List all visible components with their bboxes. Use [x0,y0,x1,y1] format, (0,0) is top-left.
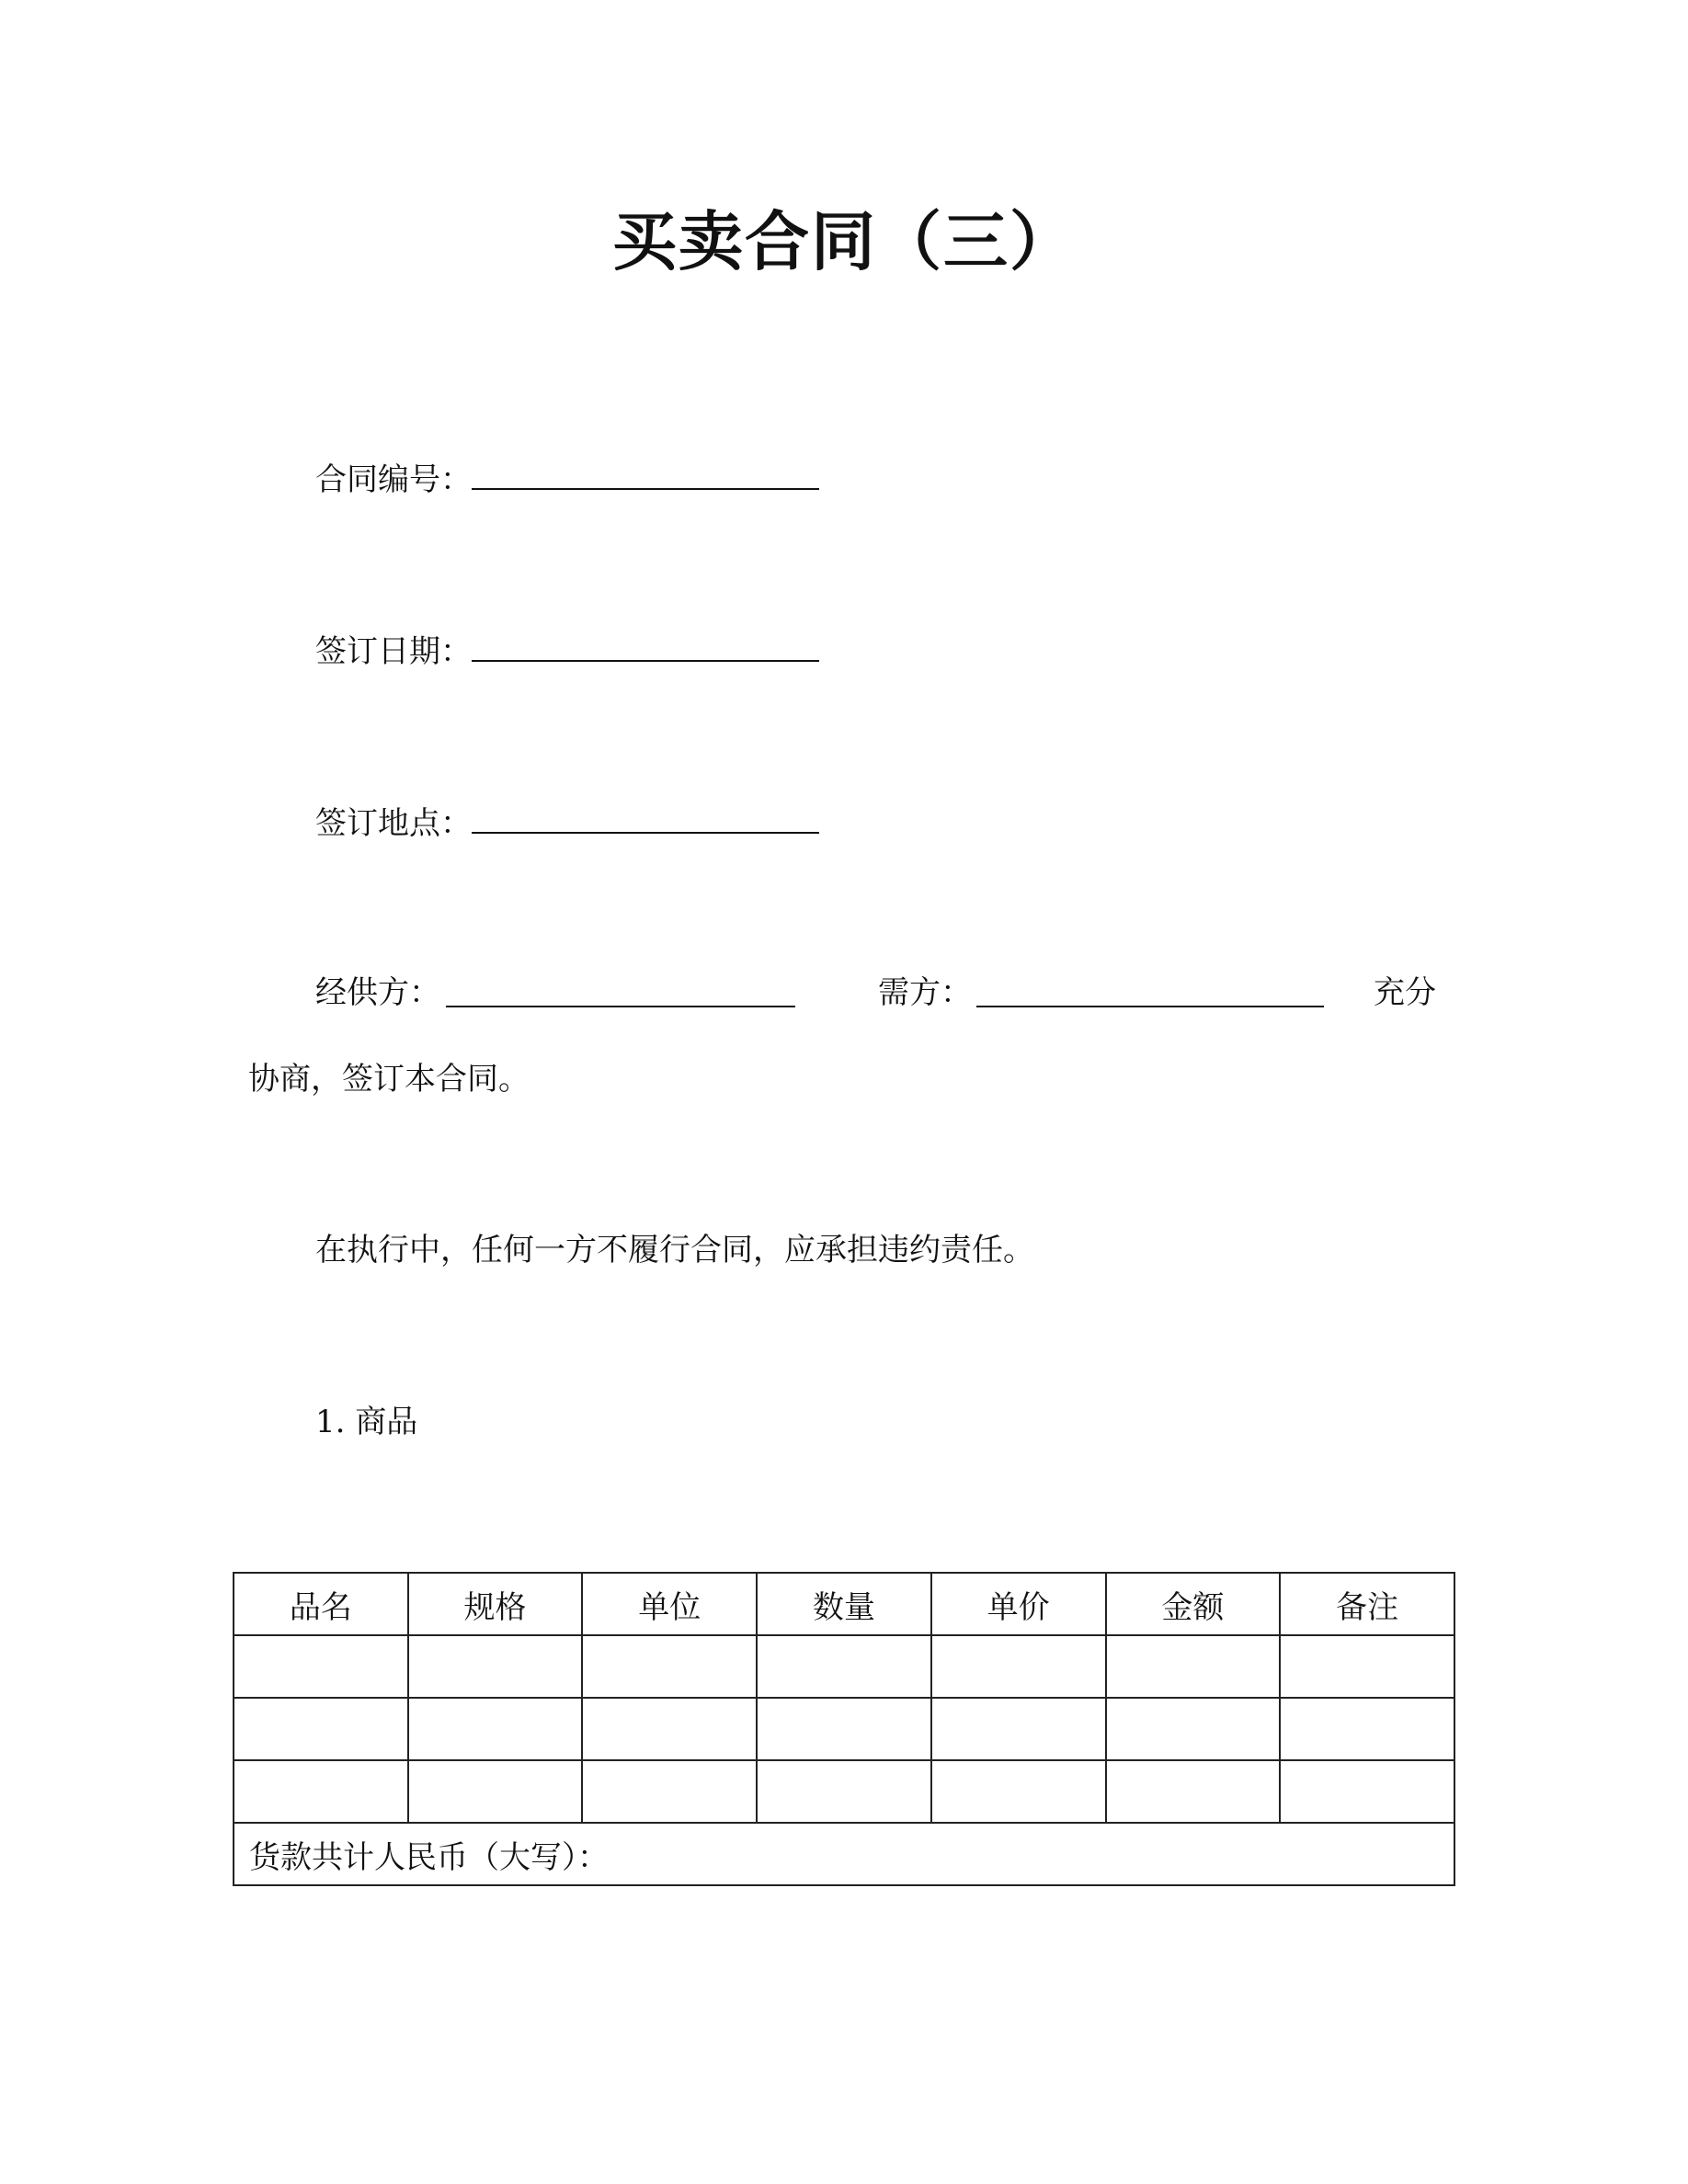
table-cell[interactable] [582,1760,757,1823]
contract-number-blank[interactable] [472,457,819,490]
table-header-row [234,1573,1454,1635]
sign-date-label: 签订日期： [315,633,472,670]
negotiation-text-lead: 充分 [1374,974,1436,1011]
sign-place-row [315,801,819,844]
buyer-label: 需方： [878,974,972,1011]
header-unit-price: 单价 [931,1573,1106,1635]
table-cell[interactable] [582,1635,757,1698]
table-row [234,1760,1454,1823]
sign-date-row [315,629,819,672]
table-cell[interactable] [757,1760,931,1823]
sign-place-blank[interactable] [472,801,819,834]
table-cell[interactable] [234,1698,408,1760]
table-cell[interactable] [408,1698,583,1760]
table-cell[interactable] [408,1635,583,1698]
table-cell[interactable] [582,1698,757,1760]
header-specification: 规格 [408,1573,583,1635]
header-quantity: 数量 [757,1573,931,1635]
table-total-row [234,1823,1454,1885]
header-remarks: 备注 [1280,1573,1454,1635]
table-row [234,1635,1454,1698]
table-cell[interactable] [1106,1760,1281,1823]
buyer-blank[interactable] [976,974,1324,1007]
negotiation-text-continued: 协商，签订本合同。 [248,1061,530,1098]
contract-number-label: 合同编号： [315,461,472,498]
supplier-label: 经供方： [315,974,440,1011]
table-cell[interactable] [1280,1635,1454,1698]
sign-place-label: 签订地点： [315,805,472,842]
section-goods-heading: 1. 商品 [315,1404,418,1440]
supplier-blank[interactable] [446,974,795,1007]
table-cell[interactable] [408,1760,583,1823]
sign-date-blank[interactable] [472,629,819,662]
header-product-name: 品名 [234,1573,408,1635]
liability-clause: 在执行中，任何一方不履行合同，应承担违约责任。 [315,1232,1034,1268]
table-cell[interactable] [234,1635,408,1698]
table-cell[interactable] [931,1635,1106,1698]
table-cell[interactable] [1280,1760,1454,1823]
table-cell[interactable] [234,1760,408,1823]
table-cell[interactable] [1280,1698,1454,1760]
table-cell[interactable] [1106,1635,1281,1698]
header-amount: 金额 [1106,1573,1281,1635]
contract-number-row [315,457,819,500]
goods-table [233,1572,1455,1886]
table-cell[interactable] [931,1698,1106,1760]
table-cell[interactable] [931,1760,1106,1823]
table-cell[interactable] [757,1635,931,1698]
total-amount-label[interactable]: 货款共计人民币（大写）： [234,1823,1454,1885]
document-title: 买卖合同（三） [612,204,1076,279]
header-unit: 单位 [582,1573,757,1635]
table-cell[interactable] [1106,1698,1281,1760]
table-row [234,1698,1454,1760]
table-cell[interactable] [757,1698,931,1760]
